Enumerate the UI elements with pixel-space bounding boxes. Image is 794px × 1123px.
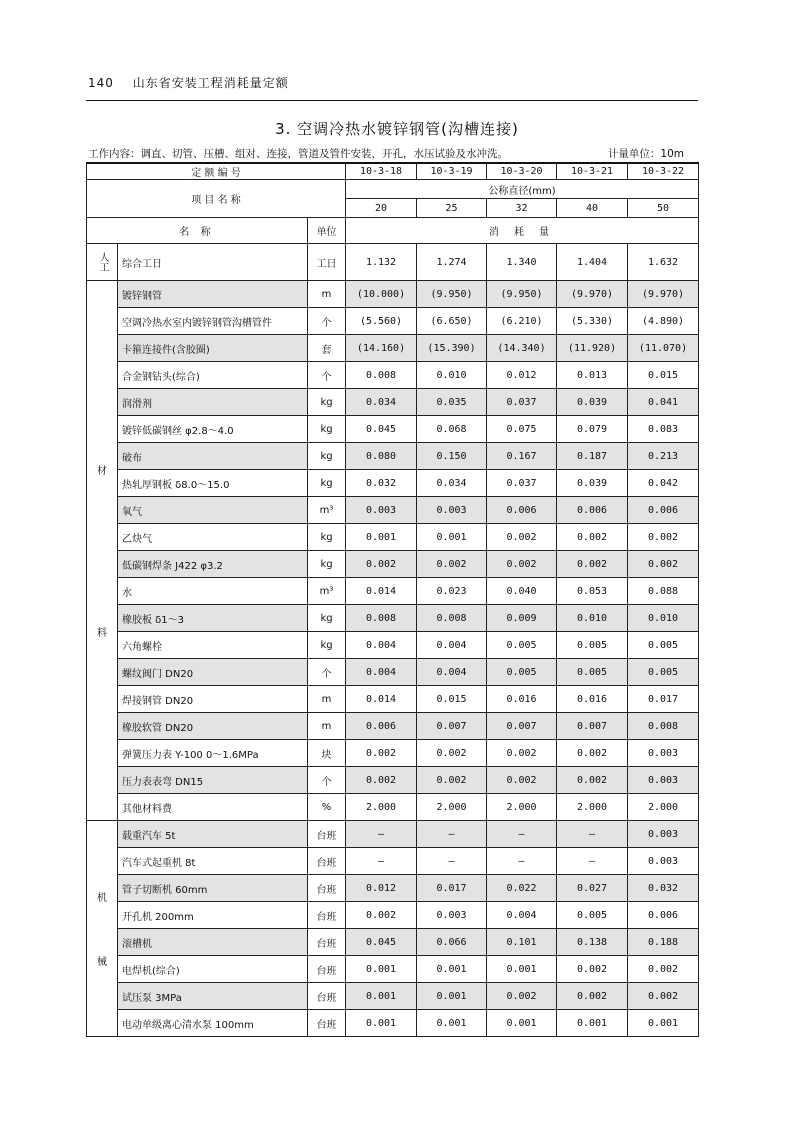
name-column-header: 名 称 <box>87 218 308 244</box>
consumption-value: 0.079 <box>557 416 628 443</box>
table-row <box>87 524 699 551</box>
item-unit: m³ <box>308 497 346 524</box>
consumption-value: 0.001 <box>487 1010 557 1037</box>
consumption-value: 0.002 <box>557 983 628 1010</box>
item-unit: 块 <box>308 740 346 767</box>
consumption-value: 2.000 <box>417 794 487 821</box>
category-label-text: 机 械 <box>97 892 107 969</box>
table-row <box>87 821 699 848</box>
item-unit: kg <box>308 416 346 443</box>
item-unit: 套 <box>308 335 346 362</box>
consumption-value: 0.004 <box>346 659 417 686</box>
consumption-value: 0.005 <box>487 632 557 659</box>
item-name: 乙炔气 <box>118 524 308 551</box>
consumption-value: 0.002 <box>487 551 557 578</box>
measurement-unit: 计量单位：10m <box>607 148 684 160</box>
item-unit: 个 <box>308 659 346 686</box>
consumption-value: 0.009 <box>487 605 557 632</box>
table-row <box>87 659 699 686</box>
consumption-value: 0.014 <box>346 578 417 605</box>
item-name: 六角螺栓 <box>118 632 308 659</box>
consumption-value: 0.010 <box>628 605 699 632</box>
consumption-value: 0.001 <box>557 1010 628 1037</box>
consumption-value: (14.160) <box>346 335 417 362</box>
consumption-value: 0.013 <box>557 362 628 389</box>
consumption-value: 0.001 <box>346 956 417 983</box>
consumption-value: 0.017 <box>628 686 699 713</box>
page-header <box>88 74 289 91</box>
quota-code: 10-3-22 <box>628 163 699 180</box>
consumption-value: 0.004 <box>487 902 557 929</box>
item-name-label: 项 目 名 称 <box>87 180 346 218</box>
consumption-value: 0.002 <box>628 956 699 983</box>
item-unit: 台班 <box>308 821 346 848</box>
item-name: 镀锌钢管 <box>118 281 308 308</box>
table-row <box>87 929 699 956</box>
table-row <box>87 470 699 497</box>
consumption-value: 0.002 <box>487 524 557 551</box>
diameter-value: 32 <box>487 199 557 218</box>
consumption-value: 0.039 <box>557 389 628 416</box>
consumption-value: 0.008 <box>346 362 417 389</box>
consumption-value: 0.002 <box>628 983 699 1010</box>
item-name: 氧气 <box>118 497 308 524</box>
consumption-value: 0.006 <box>628 497 699 524</box>
item-unit: kg <box>308 443 346 470</box>
item-unit: m <box>308 713 346 740</box>
item-name: 试压泵 3MPa <box>118 983 308 1010</box>
item-name: 破布 <box>118 443 308 470</box>
consumption-value: 0.015 <box>628 362 699 389</box>
consumption-value: 0.034 <box>417 470 487 497</box>
diameter-value: 40 <box>557 199 628 218</box>
consumption-value: 0.040 <box>487 578 557 605</box>
consumption-value: 0.001 <box>346 524 417 551</box>
consumption-value: — <box>346 848 417 875</box>
item-name: 焊接钢管 DN20 <box>118 686 308 713</box>
consumption-value: 0.010 <box>557 605 628 632</box>
quota-code: 10-3-20 <box>487 163 557 180</box>
quota-code: 10-3-18 <box>346 163 417 180</box>
consumption-value: 0.138 <box>557 929 628 956</box>
consumption-value: 0.005 <box>628 632 699 659</box>
consumption-value: (11.920) <box>557 335 628 362</box>
item-unit: 台班 <box>308 1010 346 1037</box>
item-name: 滚槽机 <box>118 929 308 956</box>
consumption-value: 0.005 <box>557 659 628 686</box>
consumption-value: 0.032 <box>346 470 417 497</box>
consumption-value: 0.088 <box>628 578 699 605</box>
diameter-value: 25 <box>417 199 487 218</box>
consumption-value: (4.890) <box>628 308 699 335</box>
consumption-value: 0.150 <box>417 443 487 470</box>
item-name: 汽车式起重机 8t <box>118 848 308 875</box>
item-name: 橡胶板 δ1～3 <box>118 605 308 632</box>
table-row <box>87 551 699 578</box>
table-row <box>87 443 699 470</box>
table-row <box>87 308 699 335</box>
item-name: 镀锌低碳钢丝 φ2.8～4.0 <box>118 416 308 443</box>
table-row <box>87 281 699 308</box>
quota-code-row <box>87 163 699 180</box>
diameter-label: 公称直径(mm) <box>346 180 699 199</box>
consumption-value: 0.032 <box>628 875 699 902</box>
consumption-value: 0.006 <box>628 902 699 929</box>
consumption-value: 0.008 <box>346 605 417 632</box>
table-row <box>87 362 699 389</box>
consumption-header: 消 耗 量 <box>346 218 699 244</box>
quota-table-body <box>87 163 699 1037</box>
consumption-value: 0.005 <box>628 659 699 686</box>
item-name: 综合工日 <box>118 244 308 281</box>
consumption-value: 0.002 <box>346 551 417 578</box>
consumption-value: 1.632 <box>628 244 699 281</box>
item-unit: m <box>308 686 346 713</box>
consumption-value: 0.037 <box>487 470 557 497</box>
table-row <box>87 335 699 362</box>
item-unit: kg <box>308 470 346 497</box>
category-label-text: 材 料 <box>97 466 107 639</box>
consumption-value: 0.005 <box>557 632 628 659</box>
consumption-value: 0.001 <box>417 956 487 983</box>
consumption-value: (10.000) <box>346 281 417 308</box>
consumption-value: (9.970) <box>557 281 628 308</box>
consumption-value: 0.005 <box>487 659 557 686</box>
category-label <box>87 821 118 1037</box>
consumption-value: 0.039 <box>557 470 628 497</box>
consumption-value: — <box>487 848 557 875</box>
consumption-value: 0.002 <box>557 740 628 767</box>
item-name: 开孔机 200mm <box>118 902 308 929</box>
consumption-value: 0.213 <box>628 443 699 470</box>
item-unit: 个 <box>308 767 346 794</box>
column-header-row <box>87 218 699 244</box>
item-name: 热轧厚钢板 δ8.0～15.0 <box>118 470 308 497</box>
consumption-value: 0.101 <box>487 929 557 956</box>
consumption-value: 1.274 <box>417 244 487 281</box>
consumption-value: 0.008 <box>628 713 699 740</box>
page-number: 140 <box>88 76 114 90</box>
consumption-value: 0.002 <box>417 767 487 794</box>
item-name: 螺纹阀门 DN20 <box>118 659 308 686</box>
consumption-value: 0.016 <box>487 686 557 713</box>
consumption-value: 0.002 <box>346 767 417 794</box>
consumption-value: 0.003 <box>346 497 417 524</box>
consumption-value: 0.167 <box>487 443 557 470</box>
consumption-value: 0.001 <box>346 1010 417 1037</box>
consumption-value: 0.006 <box>487 497 557 524</box>
consumption-value: 2.000 <box>628 794 699 821</box>
header-rule <box>86 100 698 101</box>
consumption-value: 0.004 <box>346 632 417 659</box>
item-unit: 个 <box>308 308 346 335</box>
table-row <box>87 794 699 821</box>
consumption-value: 0.003 <box>417 497 487 524</box>
consumption-value: 0.002 <box>628 551 699 578</box>
item-unit: 台班 <box>308 875 346 902</box>
consumption-value: 0.003 <box>628 821 699 848</box>
table-row <box>87 632 699 659</box>
consumption-value: 2.000 <box>557 794 628 821</box>
consumption-value: 0.016 <box>557 686 628 713</box>
consumption-value: (9.950) <box>487 281 557 308</box>
item-unit: kg <box>308 632 346 659</box>
consumption-value: 0.001 <box>417 524 487 551</box>
consumption-value: 0.003 <box>628 848 699 875</box>
consumption-value: 0.017 <box>417 875 487 902</box>
consumption-value: (14.340) <box>487 335 557 362</box>
consumption-value: — <box>346 821 417 848</box>
consumption-value: 0.083 <box>628 416 699 443</box>
consumption-value: 0.002 <box>557 956 628 983</box>
consumption-value: 0.012 <box>487 362 557 389</box>
consumption-value: (5.330) <box>557 308 628 335</box>
consumption-value: 0.007 <box>557 713 628 740</box>
work-content: 工作内容：调直、切管、压槽、组对、连接，管道及管件安装，开孔，水压试验及水冲洗。 <box>88 148 508 160</box>
item-name: 电焊机(综合) <box>118 956 308 983</box>
consumption-value: 0.002 <box>487 740 557 767</box>
quota-code: 10-3-19 <box>417 163 487 180</box>
category-label <box>87 281 118 821</box>
consumption-value: 0.042 <box>628 470 699 497</box>
item-name: 润滑剂 <box>118 389 308 416</box>
consumption-value: 1.132 <box>346 244 417 281</box>
item-name: 橡胶软管 DN20 <box>118 713 308 740</box>
consumption-value: 0.005 <box>557 902 628 929</box>
consumption-value: (5.560) <box>346 308 417 335</box>
item-name: 管子切断机 60mm <box>118 875 308 902</box>
consumption-value: 0.037 <box>487 389 557 416</box>
consumption-value: 0.001 <box>417 1010 487 1037</box>
consumption-value: 0.002 <box>487 983 557 1010</box>
consumption-value: 0.004 <box>417 659 487 686</box>
book-title: 山东省安装工程消耗量定额 <box>132 76 289 90</box>
consumption-value: — <box>557 821 628 848</box>
consumption-value: 0.002 <box>346 902 417 929</box>
item-unit: m³ <box>308 578 346 605</box>
consumption-value: 0.003 <box>417 902 487 929</box>
unit-column-header: 单位 <box>308 218 346 244</box>
table-row <box>87 740 699 767</box>
item-unit: % <box>308 794 346 821</box>
item-unit: m <box>308 281 346 308</box>
item-unit: 个 <box>308 362 346 389</box>
consumption-value: 0.004 <box>417 632 487 659</box>
item-name: 压力表表弯 DN15 <box>118 767 308 794</box>
table-row <box>87 244 699 281</box>
consumption-value: 0.001 <box>417 983 487 1010</box>
consumption-value: 0.003 <box>628 767 699 794</box>
consumption-value: (11.070) <box>628 335 699 362</box>
consumption-value: 0.187 <box>557 443 628 470</box>
consumption-value: 0.002 <box>628 524 699 551</box>
item-unit: 工日 <box>308 244 346 281</box>
consumption-value: 0.041 <box>628 389 699 416</box>
consumption-value: — <box>487 821 557 848</box>
table-row <box>87 875 699 902</box>
quota-table <box>86 162 699 1037</box>
category-label-text: 人工 <box>97 252 108 272</box>
item-name: 合金钢钻头(综合) <box>118 362 308 389</box>
consumption-value: 0.014 <box>346 686 417 713</box>
consumption-value: 0.045 <box>346 416 417 443</box>
consumption-value: 2.000 <box>346 794 417 821</box>
consumption-value: 0.003 <box>628 740 699 767</box>
table-row <box>87 767 699 794</box>
consumption-value: 0.035 <box>417 389 487 416</box>
consumption-value: 0.001 <box>346 983 417 1010</box>
table-row <box>87 1010 699 1037</box>
consumption-value: 0.027 <box>557 875 628 902</box>
item-unit: kg <box>308 605 346 632</box>
consumption-value: 0.045 <box>346 929 417 956</box>
consumption-value: (9.950) <box>417 281 487 308</box>
table-row <box>87 416 699 443</box>
table-row <box>87 389 699 416</box>
item-name: 载重汽车 5t <box>118 821 308 848</box>
consumption-value: 0.034 <box>346 389 417 416</box>
item-unit: kg <box>308 551 346 578</box>
category-label <box>87 244 118 281</box>
item-name: 卡箍连接件(含胶圈) <box>118 335 308 362</box>
consumption-value: 0.002 <box>487 767 557 794</box>
consumption-value: 0.053 <box>557 578 628 605</box>
table-row <box>87 578 699 605</box>
table-row <box>87 902 699 929</box>
consumption-value: 0.002 <box>417 551 487 578</box>
consumption-value: 1.404 <box>557 244 628 281</box>
item-name: 其他材料费 <box>118 794 308 821</box>
consumption-value: 0.188 <box>628 929 699 956</box>
item-unit: 台班 <box>308 929 346 956</box>
item-unit: kg <box>308 524 346 551</box>
table-row <box>87 605 699 632</box>
consumption-value: — <box>417 848 487 875</box>
consumption-value: 1.340 <box>487 244 557 281</box>
diameter-value: 50 <box>628 199 699 218</box>
consumption-value: 0.023 <box>417 578 487 605</box>
item-unit: 台班 <box>308 902 346 929</box>
table-row <box>87 713 699 740</box>
consumption-value: 0.002 <box>417 740 487 767</box>
item-unit: 台班 <box>308 983 346 1010</box>
table-row <box>87 956 699 983</box>
item-unit: 台班 <box>308 956 346 983</box>
consumption-value: 0.022 <box>487 875 557 902</box>
consumption-value: 0.002 <box>557 551 628 578</box>
consumption-value: 0.012 <box>346 875 417 902</box>
quota-code-label: 定 额 编 号 <box>87 163 346 180</box>
section-title: 3. 空调冷热水镀锌钢管(沟槽连接) <box>275 120 519 138</box>
item-name: 弹簧压力表 Y-100 0～1.6MPa <box>118 740 308 767</box>
item-name: 电动单级离心清水泵 100mm <box>118 1010 308 1037</box>
consumption-value: 0.002 <box>557 524 628 551</box>
consumption-value: 0.007 <box>417 713 487 740</box>
consumption-value: (15.390) <box>417 335 487 362</box>
consumption-value: 0.001 <box>628 1010 699 1037</box>
consumption-value: 0.002 <box>557 767 628 794</box>
consumption-value: 0.015 <box>417 686 487 713</box>
item-name: 低碳钢焊条 J422 φ3.2 <box>118 551 308 578</box>
consumption-value: — <box>557 848 628 875</box>
item-name: 水 <box>118 578 308 605</box>
table-row <box>87 497 699 524</box>
item-unit: kg <box>308 389 346 416</box>
table-row <box>87 848 699 875</box>
diameter-value: 20 <box>346 199 417 218</box>
item-name: 空调冷热水室内镀锌钢管沟槽管件 <box>118 308 308 335</box>
item-unit: 台班 <box>308 848 346 875</box>
consumption-value: 0.008 <box>417 605 487 632</box>
table-row <box>87 983 699 1010</box>
table-row <box>87 686 699 713</box>
consumption-value: (6.210) <box>487 308 557 335</box>
quota-code: 10-3-21 <box>557 163 628 180</box>
consumption-value: 0.010 <box>417 362 487 389</box>
consumption-value: 0.007 <box>487 713 557 740</box>
consumption-value: 0.066 <box>417 929 487 956</box>
consumption-value: 0.080 <box>346 443 417 470</box>
consumption-value: (6.650) <box>417 308 487 335</box>
consumption-value: 0.006 <box>557 497 628 524</box>
consumption-value: 0.006 <box>346 713 417 740</box>
consumption-value: 0.068 <box>417 416 487 443</box>
consumption-value: (9.970) <box>628 281 699 308</box>
consumption-value: 0.075 <box>487 416 557 443</box>
consumption-value: 0.002 <box>346 740 417 767</box>
consumption-value: — <box>417 821 487 848</box>
consumption-value: 2.000 <box>487 794 557 821</box>
consumption-value: 0.001 <box>487 956 557 983</box>
diameter-label-row <box>87 180 699 199</box>
